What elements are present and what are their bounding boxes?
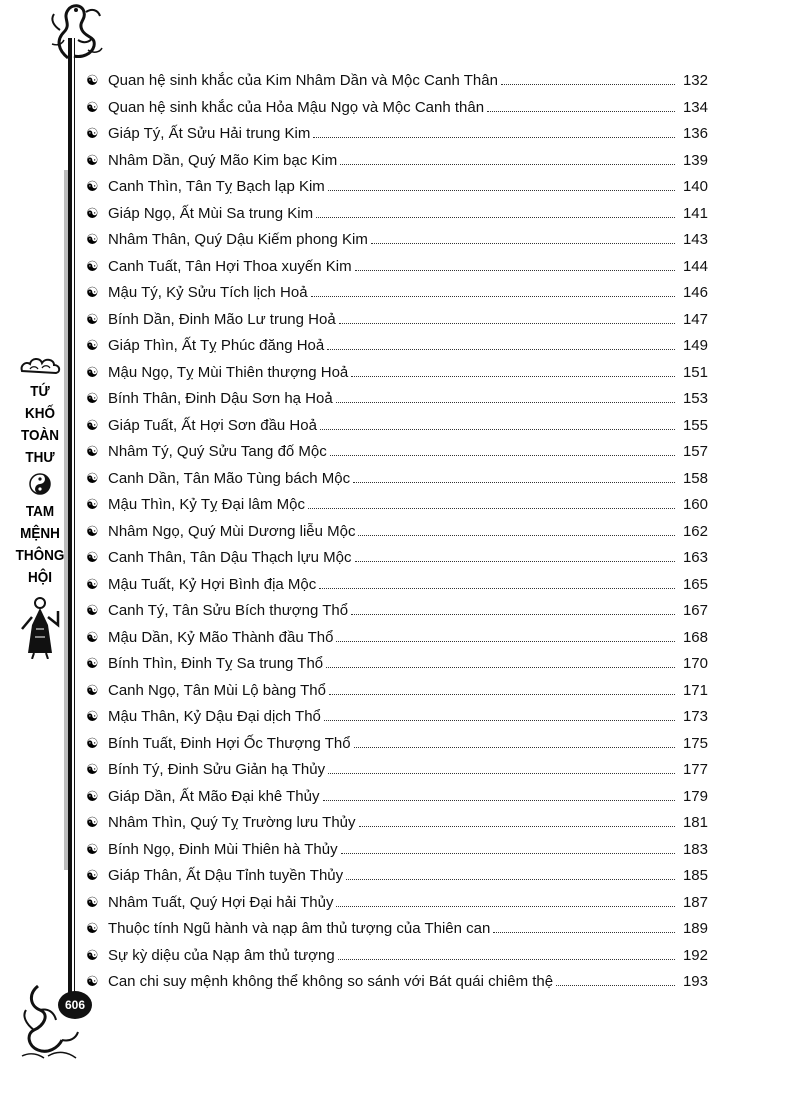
toc-entry-title: Bính Dần, Đinh Mão Lư trung Hoả [108, 310, 336, 328]
yin-yang-bullet-icon: ☯ [86, 443, 99, 459]
side-title-word: KHỐ [24, 405, 56, 422]
toc-entry-page: 155 [682, 416, 708, 434]
toc-entry-title: Mậu Tý, Kỷ Sửu Tích lịch Hoả [108, 284, 308, 301]
yin-yang-bullet-icon: ☯ [86, 761, 99, 777]
dot-leader [358, 535, 675, 536]
yin-yang-bullet-icon: ☯ [86, 549, 99, 565]
dot-leader [346, 879, 675, 880]
yin-yang-bullet-icon: ☯ [86, 920, 99, 936]
toc-entry-title: Nhâm Thân, Quý Dậu Kiếm phong Kim [108, 231, 368, 248]
dot-leader [355, 270, 675, 271]
toc-entry-page: 179 [682, 787, 708, 805]
toc-entry [86, 549, 708, 576]
yin-yang-bullet-icon: ☯ [86, 337, 99, 353]
dot-leader [320, 429, 675, 430]
toc-entry [86, 496, 708, 523]
yin-yang-bullet-icon: ☯ [86, 893, 99, 910]
toc-entry-page: 170 [682, 655, 708, 672]
toc-entry [86, 682, 708, 709]
dot-leader [328, 190, 675, 191]
toc-entry [86, 284, 708, 311]
yin-yang-bullet-icon: ☯ [86, 628, 99, 645]
dot-leader [323, 800, 676, 801]
toc-entry-page: 132 [682, 72, 708, 89]
dot-leader [354, 747, 675, 748]
toc-entry-page: 193 [682, 973, 708, 990]
yin-yang-bullet-icon: ☯ [86, 814, 99, 830]
dot-leader [336, 641, 675, 642]
toc-entry [86, 72, 708, 99]
yin-yang-bullet-icon: ☯ [86, 204, 99, 221]
yin-yang-bullet-icon: ☯ [86, 72, 99, 88]
toc-entry-page: 168 [682, 628, 708, 646]
toc-entry-title: Mậu Ngọ, Tỵ Mùi Thiên thượng Hoả [108, 363, 349, 381]
dot-leader [351, 614, 675, 615]
side-title-word: TAM [25, 503, 55, 520]
toc-entry [86, 443, 708, 470]
toc-entry-title: Quan hệ sinh khắc của Hỏa Mậu Ngọ và Mộc Canh thân [108, 98, 485, 116]
yin-yang-bullet-icon: ☯ [86, 575, 99, 592]
yin-yang-bullet-icon: ☯ [86, 946, 99, 963]
toc-entry-page: 149 [682, 337, 708, 354]
yin-yang-bullet-icon: ☯ [86, 681, 99, 698]
toc-entry-page: 185 [682, 867, 708, 884]
dot-leader [371, 243, 675, 244]
dot-leader [327, 349, 675, 350]
toc-entry-title: Giáp Thân, Ất Dậu Tỉnh tuyền Thủy [108, 867, 344, 884]
toc-entry-title: Bính Thân, Đinh Dậu Sơn hạ Hoả [108, 390, 333, 407]
dot-leader [328, 773, 675, 774]
toc-entry-title: Mậu Thìn, Kỷ Tỵ Đại lâm Mộc [108, 496, 306, 513]
dot-leader [353, 482, 675, 483]
yin-yang-bullet-icon: ☯ [86, 390, 99, 406]
side-book-title [12, 355, 68, 659]
toc-entry-title: Sự kỳ diệu của Nạp âm thủ tượng [108, 946, 335, 964]
toc-entry [86, 973, 708, 1000]
yin-yang-bullet-icon: ☯ [86, 708, 99, 724]
toc-entry-page: 175 [682, 734, 708, 752]
dot-leader [351, 376, 675, 377]
toc-entry-page: 153 [682, 390, 708, 407]
cloud-ornament-icon [18, 355, 62, 377]
dot-leader [338, 959, 675, 960]
toc-entry-title: Mậu Tuất, Kỷ Hợi Bình địa Mộc [108, 575, 317, 593]
toc-entry-page: 192 [682, 946, 708, 964]
dot-leader [556, 985, 675, 986]
toc-entry [86, 417, 708, 444]
toc-entry-page: 139 [682, 151, 708, 169]
toc-entry [86, 125, 708, 152]
toc-entry-page: 177 [682, 761, 708, 778]
dot-leader [487, 111, 675, 112]
dot-leader [313, 137, 675, 138]
toc-entry-title: Bính Thìn, Đinh Tỵ Sa trung Thổ [108, 655, 324, 672]
yin-yang-icon [29, 473, 51, 495]
toc-entry-page: 151 [682, 363, 708, 381]
toc-entry-title: Giáp Dần, Ất Mão Đại khê Thủy [108, 787, 320, 805]
yin-yang-bullet-icon: ☯ [86, 98, 99, 115]
toc-entry-title: Mậu Dần, Kỷ Mão Thành đầu Thổ [108, 628, 334, 646]
page-number: 606 [58, 991, 92, 1019]
yin-yang-bullet-icon: ☯ [86, 840, 99, 857]
toc-entry [86, 576, 708, 603]
toc-entry-title: Canh Tuất, Tân Hợi Thoa xuyến Kim [108, 257, 352, 275]
dot-leader [308, 508, 675, 509]
toc-entry-title: Canh Ngọ, Tân Mùi Lộ bàng Thổ [108, 681, 326, 699]
toc-entry-page: 187 [682, 893, 708, 911]
dot-leader [326, 667, 675, 668]
toc-entry [86, 814, 708, 841]
yin-yang-bullet-icon: ☯ [86, 602, 99, 618]
toc-entry-title: Nhâm Ngọ, Quý Mùi Dương liễu Mộc [108, 522, 356, 540]
yin-yang-bullet-icon: ☯ [86, 416, 99, 433]
dot-leader [316, 217, 675, 218]
toc-entry [86, 788, 708, 815]
toc-entry [86, 735, 708, 762]
yin-yang-bullet-icon: ☯ [86, 310, 99, 327]
dot-leader [324, 720, 675, 721]
dot-leader [330, 455, 675, 456]
toc-entry [86, 390, 708, 417]
toc-entry-page: 134 [682, 98, 708, 116]
toc-entry [86, 761, 708, 788]
yin-yang-bullet-icon: ☯ [86, 257, 99, 274]
yin-yang-bullet-icon: ☯ [86, 522, 99, 539]
toc-entry-title: Canh Dần, Tân Mão Tùng bách Mộc [108, 469, 351, 487]
side-title-word: HỘI [27, 569, 52, 586]
toc-entry-title: Nhâm Thìn, Quý Tỵ Trường lưu Thủy [108, 814, 356, 831]
toc-entry [86, 258, 708, 285]
toc-entry [86, 894, 708, 921]
toc-entry-page: 189 [682, 920, 708, 937]
toc-entry-page: 181 [682, 814, 708, 831]
toc-entry [86, 337, 708, 364]
toc-entry [86, 311, 708, 338]
yin-yang-bullet-icon: ☯ [86, 867, 99, 883]
toc-entry-title: Nhâm Tý, Quý Sửu Tang đố Mộc [108, 443, 327, 460]
dot-leader [311, 296, 675, 297]
yin-yang-bullet-icon: ☯ [86, 469, 99, 486]
side-title-word: THƯ [25, 449, 55, 466]
toc-entry-title: Bính Tuất, Đinh Hợi Ốc Thượng Thổ [108, 734, 351, 752]
toc-entry-page: 171 [682, 681, 708, 699]
toc-entry-title: Thuộc tính Ngũ hành và nạp âm thủ tượng của Thiên can [108, 920, 491, 937]
toc-entry [86, 708, 708, 735]
toc-entry-title: Nhâm Tuất, Quý Hợi Đại hải Thủy [108, 893, 334, 911]
toc-entry [86, 99, 708, 126]
toc-entry [86, 364, 708, 391]
dragon-ornament-icon [38, 0, 108, 62]
toc-entry-title: Bính Tý, Đinh Sửu Giản hạ Thủy [108, 761, 326, 778]
dot-leader [339, 323, 675, 324]
dot-leader [340, 164, 675, 165]
toc-entry-page: 147 [682, 310, 708, 328]
toc-entry-page: 183 [682, 840, 708, 858]
toc-entry [86, 947, 708, 974]
scholar-figure-icon [18, 595, 62, 659]
side-title-word: MỆNH [20, 525, 60, 542]
side-title-word: TOÀN [20, 427, 59, 444]
dot-leader [319, 588, 675, 589]
side-title-word: TỨ [30, 383, 50, 400]
toc-entry-page: 160 [682, 496, 708, 513]
toc-entry [86, 205, 708, 232]
toc-entry-page: 157 [682, 443, 708, 460]
side-title-word: THÔNG [15, 547, 65, 564]
toc-entry-page: 143 [682, 231, 708, 248]
toc-entry [86, 655, 708, 682]
yin-yang-bullet-icon: ☯ [86, 655, 99, 671]
toc-entry [86, 231, 708, 258]
dot-leader [359, 826, 675, 827]
dot-leader [493, 932, 675, 933]
yin-yang-bullet-icon: ☯ [86, 973, 99, 989]
toc-entry-page: 146 [682, 284, 708, 301]
toc-entry-page: 162 [682, 522, 708, 540]
yin-yang-bullet-icon: ☯ [86, 178, 99, 194]
yin-yang-bullet-icon: ☯ [86, 734, 99, 751]
table-of-contents [86, 72, 708, 1000]
dot-leader [329, 694, 675, 695]
toc-entry [86, 602, 708, 629]
left-border-rule-inner [74, 38, 75, 998]
toc-entry-page: 140 [682, 178, 708, 195]
toc-entry-page: 163 [682, 549, 708, 566]
dot-leader [336, 402, 675, 403]
yin-yang-bullet-icon: ☯ [86, 363, 99, 380]
toc-entry-page: 144 [682, 257, 708, 275]
toc-entry [86, 178, 708, 205]
toc-entry-title: Giáp Ngọ, Ất Mùi Sa trung Kim [108, 204, 314, 222]
yin-yang-bullet-icon: ☯ [86, 496, 99, 512]
dot-leader [336, 906, 675, 907]
toc-entry-title: Mậu Thân, Kỷ Dậu Đại dịch Thổ [108, 708, 321, 725]
toc-entry-title: Nhâm Dần, Quý Mão Kim bạc Kim [108, 151, 338, 169]
toc-entry-title: Giáp Tuất, Ất Hợi Sơn đầu Hoả [108, 416, 317, 434]
yin-yang-bullet-icon: ☯ [86, 231, 99, 247]
toc-entry [86, 867, 708, 894]
toc-entry-title: Giáp Tý, Ất Sửu Hải trung Kim [108, 125, 311, 142]
toc-entry [86, 152, 708, 179]
left-border-rule [68, 38, 72, 998]
toc-entry-page: 141 [682, 204, 708, 222]
toc-entry-page: 158 [682, 469, 708, 487]
toc-entry-title: Quan hệ sinh khắc của Kim Nhâm Dần và Mộc Canh Thân [108, 72, 498, 89]
dot-leader [341, 853, 675, 854]
dot-leader [501, 84, 675, 85]
toc-entry-title: Can chi suy mệnh không thể không so sánh với Bát quái chiêm thệ [108, 973, 554, 990]
toc-entry-page: 136 [682, 125, 708, 142]
toc-entry-title: Canh Thìn, Tân Tỵ Bạch lạp Kim [108, 178, 325, 195]
toc-entry [86, 629, 708, 656]
toc-entry-title: Canh Tý, Tân Sửu Bích thượng Thổ [108, 602, 349, 619]
toc-entry [86, 920, 708, 947]
toc-entry [86, 470, 708, 497]
yin-yang-bullet-icon: ☯ [86, 787, 99, 804]
toc-entry-title: Canh Thân, Tân Dậu Thạch lựu Mộc [108, 549, 352, 566]
toc-entry-page: 173 [682, 708, 708, 725]
toc-entry [86, 523, 708, 550]
yin-yang-bullet-icon: ☯ [86, 284, 99, 300]
yin-yang-bullet-icon: ☯ [86, 125, 99, 141]
dot-leader [355, 561, 675, 562]
toc-entry [86, 841, 708, 868]
yin-yang-bullet-icon: ☯ [86, 151, 99, 168]
toc-entry-title: Bính Ngọ, Đinh Mùi Thiên hà Thủy [108, 840, 338, 858]
toc-entry-title: Giáp Thìn, Ất Tỵ Phúc đăng Hoả [108, 337, 325, 354]
toc-entry-page: 167 [682, 602, 708, 619]
toc-entry-page: 165 [682, 575, 708, 593]
